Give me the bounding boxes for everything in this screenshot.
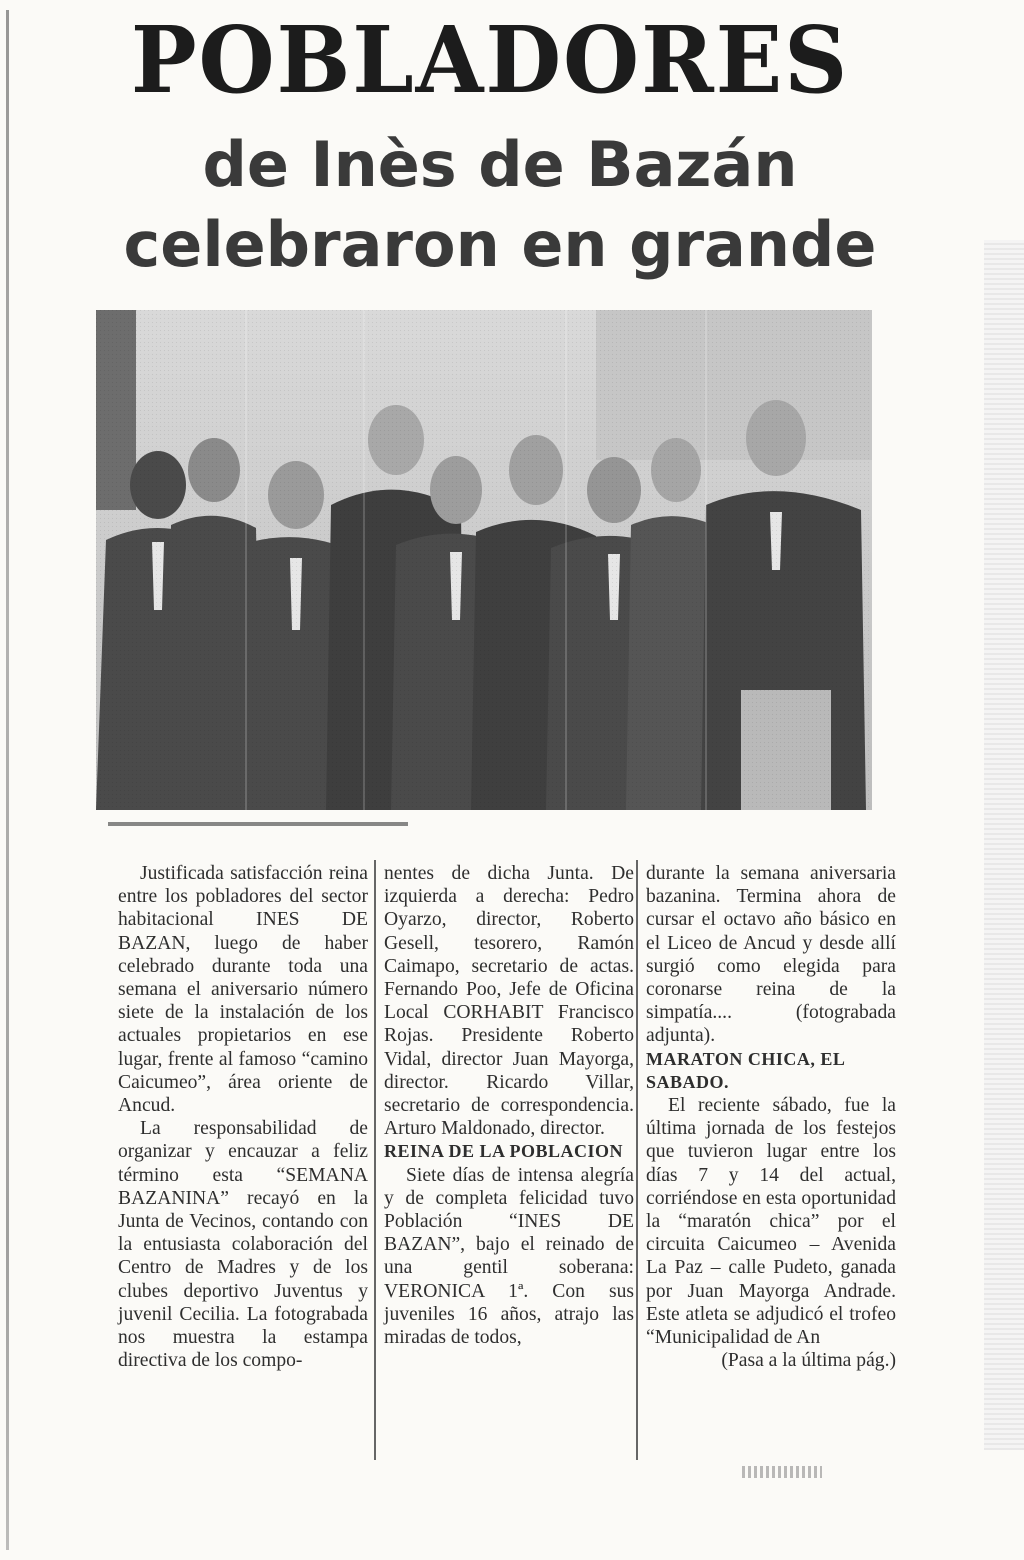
paragraph: durante la semana aniversaria bazanina. Termina ahora de cursar el octavo año básico en el Liceo de Ancud y desde allí surgió como elegida para coronarse reina de la simpatía.... (fotograbada adjunta). xyxy=(646,863,896,1047)
article-column-1 xyxy=(118,862,368,1462)
group-photo-icon xyxy=(96,310,872,810)
paragraph: El reciente sábado, fue la última jornada de los festejos que tuvieron lugar entre los días 7 y 14 del actual, corriéndose en esta oportunidad la “maratón chica” por el circuita Caicumeo – Avenida La Paz – calle Pudeto, ganada por Juan Mayorga Andrade. Este atleta se adjudicó el trofeo “Municipalidad de An xyxy=(646,1095,896,1349)
paragraph: nentes de dicha Junta. De izquierda a derecha: Pedro Oyarzo, director, Roberto Gesell, tesorero, Ramón Caimapo, secretario de actas. Fernando Poo, Jefe de Oficina Local CORHABIT Francisco Rojas. Presidente Roberto Vidal, director Juan Mayorga, director. Ricardo Villar, secretario de correspondencia. Arturo Maldonado, director. xyxy=(384,863,634,1140)
photo-underline xyxy=(108,822,408,826)
print-smudge xyxy=(742,1466,822,1478)
headline: POBLADORES xyxy=(130,6,850,114)
column-rule-1 xyxy=(374,860,376,1460)
subheadline-1: de Inès de Bazán xyxy=(202,128,798,201)
column-rule-2 xyxy=(636,860,638,1460)
section-heading-reina: REINA DE LA POBLACION xyxy=(384,1141,624,1162)
paragraph: Siete días de intensa alegría y de completa felicidad tuvo Población “INES DE BAZAN”, bajo el reinado de una gentil soberana: VERONICA 1ª. Con sus juveniles 16 años, atrajo las miradas de todos, xyxy=(384,1164,634,1349)
continued-note: (Pasa a la última pág.) xyxy=(721,1350,896,1372)
scan-edge-right xyxy=(984,240,1024,1450)
article-column-2 xyxy=(384,862,634,1462)
group-photo xyxy=(96,310,872,810)
scan-edge-left xyxy=(6,10,9,1550)
paragraph: Justificada satisfacción reina entre los pobladores del sector habitacional INES DE BAZAN, luego de haber celebrado durante toda una semana el aniversario número siete de la instalación de los actuales propietarios en ese lugar, frente al famoso “camino Caicumeo”, área oriente de Ancud. xyxy=(118,863,368,1117)
subheadline-2: celebraron en grande xyxy=(123,208,877,281)
section-heading-maraton: MARATON CHICA, EL SABADO. xyxy=(646,1048,845,1092)
paragraph: La responsabilidad de organizar y encauzar a feliz término esta “SEMANA BAZANINA” recayó en la Junta de Vecinos, contando con la entusiasta colaboración del Centro de Madres y de los clubes deportivo Juventus y juvenil Cecilia. La fotograbada nos muestra la estampa directiva de los compo- xyxy=(118,1118,368,1372)
article-column-3 xyxy=(646,862,896,1462)
